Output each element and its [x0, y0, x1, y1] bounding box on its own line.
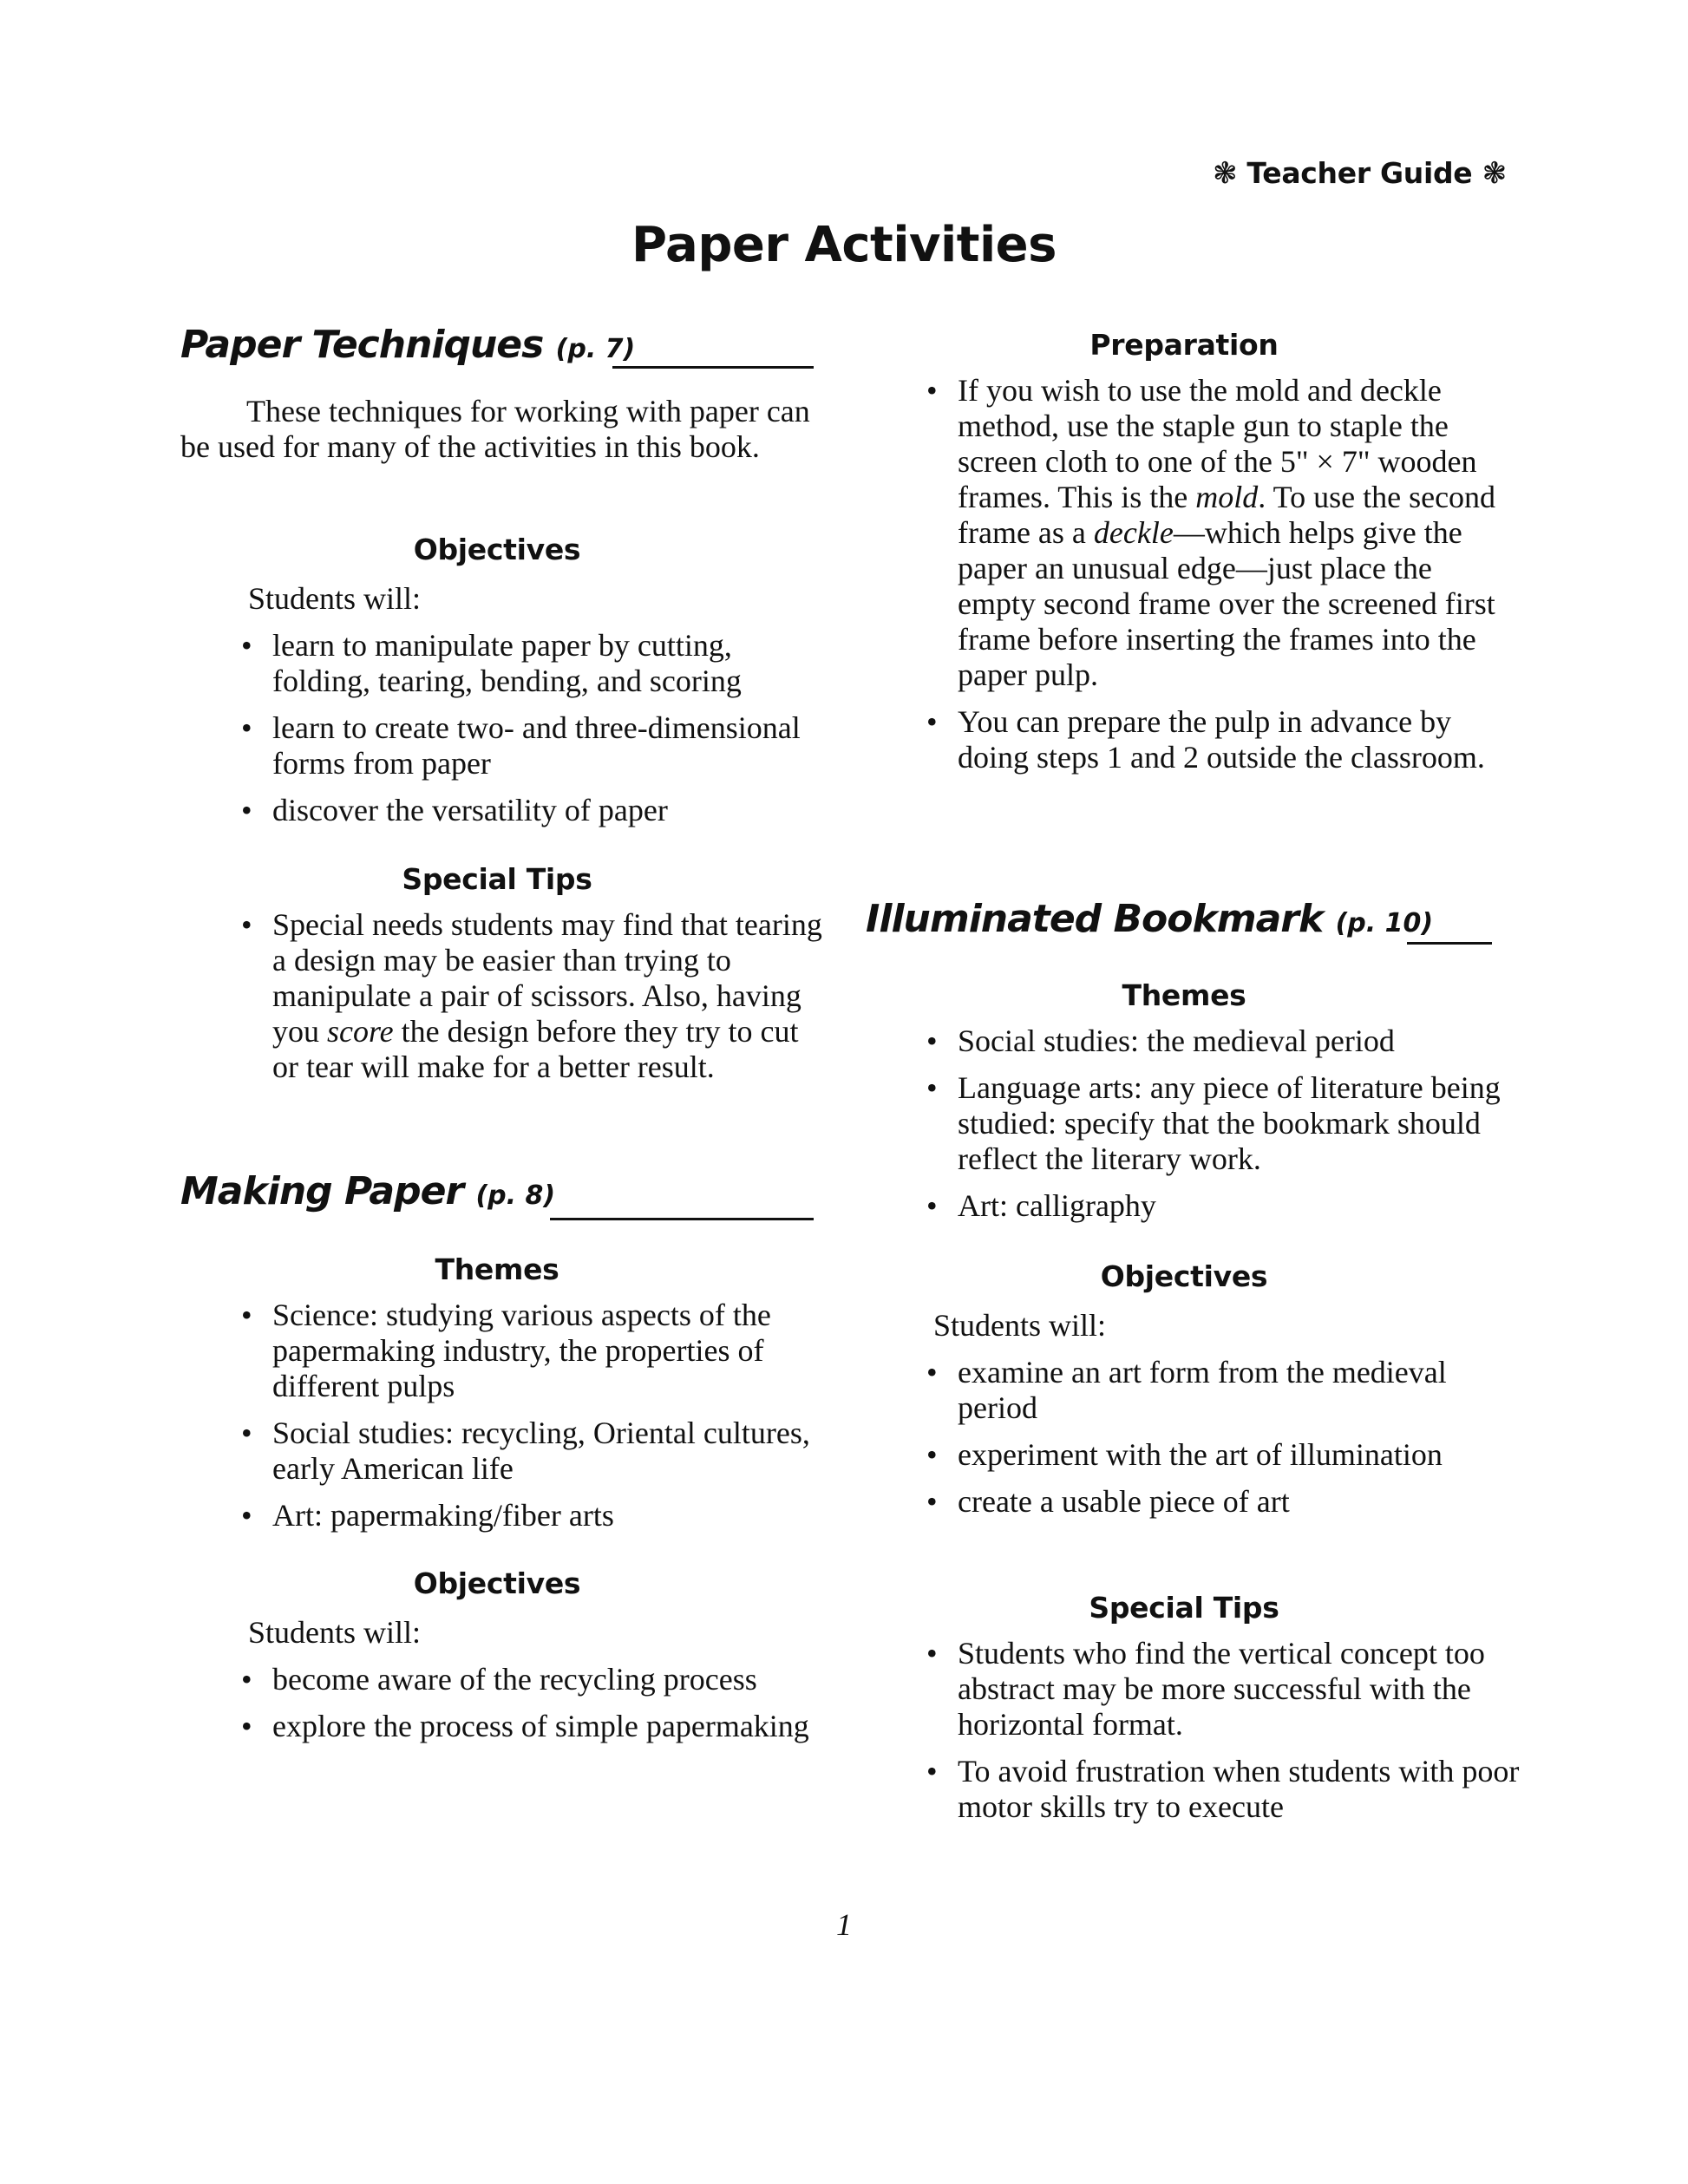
bullet-icon: • [926, 1070, 938, 1105]
page-number: 1 [836, 1907, 852, 1942]
section-title: Paper Techniques [180, 323, 544, 367]
list-item: • learn to create two- and three-dimensional forms from paper [241, 710, 801, 781]
subheading-themes: Themes [435, 1252, 559, 1286]
page-title: Paper Activities [631, 217, 1057, 273]
themes-list [926, 1023, 1509, 1235]
subheading-objectives: Objectives [413, 533, 581, 566]
ornament-right-icon: ❃ [1482, 156, 1507, 191]
bullet-icon: • [926, 1023, 938, 1058]
section-heading-illuminated-bookmark [866, 897, 1433, 941]
subheading-themes: Themes [1122, 978, 1246, 1012]
themes-list [241, 1298, 824, 1545]
list-item: • Art: papermaking/fiber arts [241, 1498, 614, 1533]
bullet-icon: • [926, 1754, 938, 1788]
bullet-icon: • [241, 907, 252, 942]
list-item: • experiment with the art of illumination [926, 1437, 1443, 1472]
subheading-objectives: Objectives [413, 1566, 581, 1600]
bullet-icon: • [241, 710, 252, 745]
page-reference: (p. 7) [555, 334, 636, 364]
section-heading-paper-techniques [180, 323, 635, 367]
subheading-special-tips: Special Tips [1089, 1591, 1279, 1625]
page-reference: (p. 10) [1335, 908, 1434, 938]
bullet-icon: • [926, 1437, 938, 1472]
bullet-icon: • [926, 1484, 938, 1519]
subheading-preparation: Preparation [1089, 328, 1279, 362]
heading-rule [612, 366, 814, 369]
section-title: Illuminated Bookmark [866, 897, 1324, 941]
bullet-icon: • [241, 1416, 252, 1450]
page-reference: (p. 8) [475, 1180, 556, 1211]
running-head [1213, 156, 1507, 191]
list-item: • Language arts: any piece of literature being studied: specify that the bookmark should reflect the literary work. [926, 1070, 1501, 1176]
section-intro: These techniques for working with paper can be used for many of the activities in this book. [180, 394, 810, 464]
list-item: • Social studies: recycling, Oriental cultures, early American life [241, 1416, 810, 1486]
running-head-label: Teacher Guide [1246, 156, 1473, 190]
objectives-list [926, 1355, 1509, 1531]
preparation-list [926, 373, 1516, 787]
list-item: • learn to manipulate paper by cutting, folding, tearing, bending, and scoring [241, 628, 742, 698]
bullet-icon: • [241, 1298, 252, 1332]
bullet-icon: • [241, 628, 252, 663]
bullet-icon: • [241, 793, 252, 827]
bullet-icon: • [926, 373, 938, 408]
special-tips-list [241, 907, 824, 1096]
objectives-list [241, 628, 822, 840]
list-item: • become aware of the recycling process [241, 1662, 757, 1697]
list-item: • create a usable piece of art [926, 1484, 1290, 1519]
subheading-objectives: Objectives [1100, 1259, 1268, 1293]
objectives-list [241, 1662, 824, 1756]
list-item: • You can prepare the pulp in advance by doing steps 1 and 2 outside the classroom. [926, 704, 1485, 775]
bullet-icon: • [926, 1636, 938, 1671]
ornament-left-icon: ❃ [1213, 156, 1238, 191]
special-tips-list [926, 1636, 1525, 1836]
heading-rule [550, 1218, 814, 1220]
objectives-lead: Students will: [248, 581, 422, 616]
section-title: Making Paper [180, 1169, 464, 1213]
bullet-icon: • [926, 1188, 938, 1223]
list-item: • discover the versatility of paper [241, 793, 668, 827]
list-item: • examine an art form from the medieval period [926, 1355, 1447, 1425]
bullet-icon: • [241, 1662, 252, 1697]
list-item: • If you wish to use the mold and deckle method, use the staple gun to staple the screen cloth to one of the 5" × 7" wooden frames. This is the mold. To use the second frame as a deckle—which helps give the paper an unusual edge—just place the empty second frame over the screened first frame before inserting the frames into the paper pulp. [926, 373, 1496, 692]
objectives-lead: Students will: [248, 1615, 422, 1650]
bullet-icon: • [926, 1355, 938, 1390]
bullet-icon: • [926, 704, 938, 739]
section-heading-making-paper [180, 1169, 555, 1213]
list-item: • Science: studying various aspects of the papermaking industry, the properties of different pulps [241, 1298, 771, 1403]
list-item: • explore the process of simple papermaking [241, 1709, 809, 1743]
subheading-special-tips: Special Tips [402, 862, 592, 896]
list-item: • Students who find the vertical concept too abstract may be more successful with the horizontal format. [926, 1636, 1485, 1742]
objectives-lead: Students will: [933, 1308, 1107, 1343]
bullet-icon: • [241, 1709, 252, 1743]
bullet-icon: • [241, 1498, 252, 1533]
list-item: • To avoid frustration when students with poor motor skills try to execute [926, 1754, 1520, 1824]
list-item: • Art: calligraphy [926, 1188, 1156, 1223]
heading-rule [1407, 942, 1492, 945]
list-item: • Social studies: the medieval period [926, 1023, 1395, 1058]
list-item: • Special needs students may find that tearing a design may be easier than trying to manipulate a pair of scissors. Also, having you score the design before they try to cut or tear will make for a better result. [241, 907, 822, 1084]
